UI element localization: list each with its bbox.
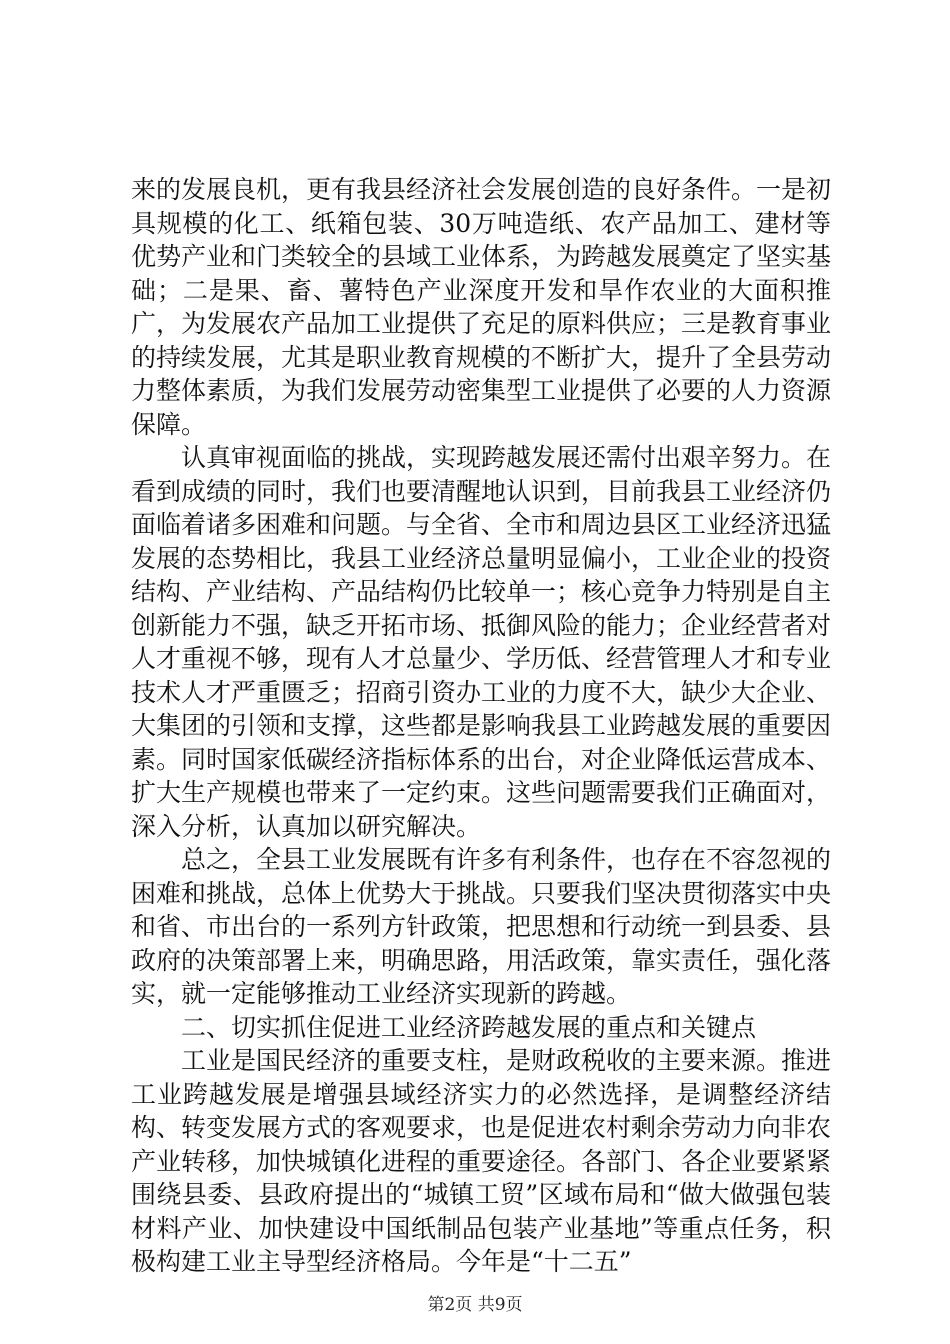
paragraph-summary: 总之，全县工业发展既有许多有利条件，也存在不容忽视的困难和挑战，总体上优势大于挑战。只要我们坚决贯彻落实中央和省、市出台的一系列方针政策，把思想和行动统一到县委、县政府的决策部署上来，明确思路，用活政策，靠实责任，强化落实，就一定能够推动工业经济实现新的跨越。: [131, 845, 832, 1008]
document-body: [131, 173, 831, 1279]
section-heading: 二、切实抓住促进工业经济跨越发展的重点和关键点: [181, 1012, 757, 1042]
paragraph-challenges: 认真审视面临的挑战，实现跨越发展还需付出艰辛努力。在看到成绩的同时，我们也要清醒地认识到，目前我县工业经济仍面临着诸多困难和问题。与全省、全市和周边县区工业经济迅猛发展的态势相比，我县工业经济总量明显偏小，工业企业的投资结构、产业结构、产品结构仍比较单一；核心竞争力特别是自主创新能力不强，缺乏开拓市场、抵御风险的能力；企业经营者对人才重视不够，现有人才总量少、学历低、经营管理人才和专业技术人才严重匮乏；招商引资办工业的力度不大，缺少大企业、大集团的引领和支撑，这些都是影响我县工业跨越发展的重要因素。同时国家低碳经济指标体系的出台，对企业降低运营成本、扩大生产规模也带来了一定约束。这些问题需要我们正确面对，深入分析，认真加以研究解决。: [131, 443, 832, 841]
page-number-footer: 第2页 共9页: [427, 1295, 523, 1315]
paragraph-development-conditions: 来的发展良机，更有我县经济社会发展创造的良好条件。一是初具规模的化工、纸箱包装、30万吨造纸、农产品加工、建材等优势产业和门类较全的县域工业体系，为跨越发展奠定了坚实基础；二是果、畜、薯特色产业深度开发和旱作农业的大面积推广，为发展农产品加工业提供了充足的原料供应；三是教育事业的持续发展，尤其是职业教育规模的不断扩大，提升了全县劳动力整体素质，为我们发展劳动密集型工业提供了必要的人力资源保障。: [131, 175, 832, 439]
paragraph-industry-pillar: 工业是国民经济的重要支柱，是财政税收的主要来源。推进工业跨越发展是增强县域经济实力的必然选择，是调整经济结构、转变发展方式的客观要求，也是促进农村剩余劳动力向非农产业转移，加快城镇化进程的重要途径。各部门、各企业要紧紧围绕县委、县政府提出的“城镇工贸”区域布局和“做大做强包装材料产业、加快建设中国纸制品包装产业基地”等重点任务，积极构建工业主导型经济格局。今年是“十二五”: [131, 1046, 832, 1276]
